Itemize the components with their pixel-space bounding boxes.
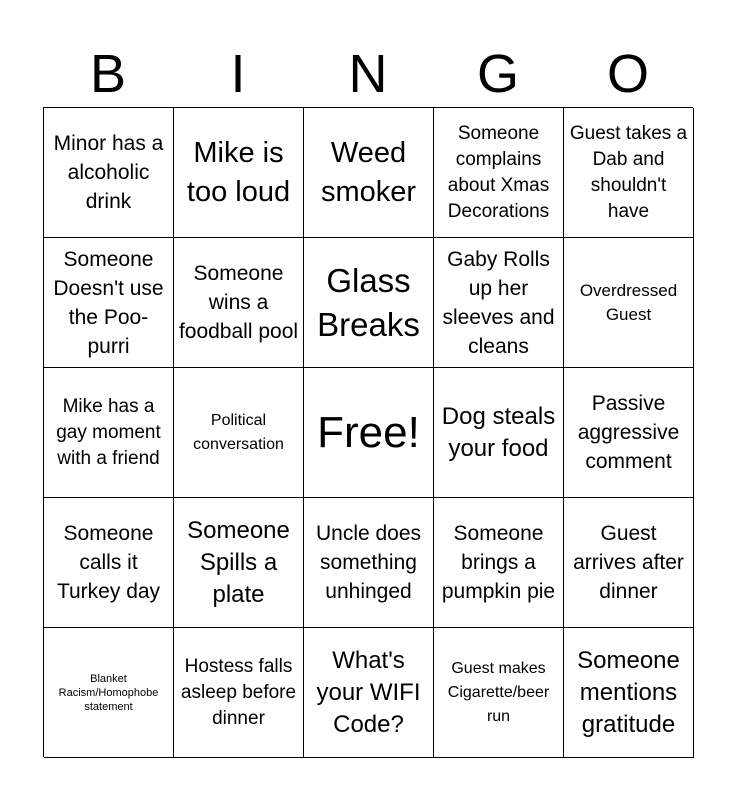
header-letter-i: I <box>230 44 246 104</box>
bingo-cell-r2c4[interactable] <box>434 238 564 368</box>
header-letter-g: G <box>476 44 519 104</box>
cell-text: Someone wins a foodball pool <box>178 262 299 343</box>
cell-text: What's your WIFI Code? <box>316 646 421 738</box>
cell-text: Dog steals your food <box>441 402 556 462</box>
cell-text: Mike has a gay moment with a friend <box>56 395 161 469</box>
cell-text: Guest arrives after dinner <box>573 522 684 603</box>
bingo-cell-r5c4[interactable] <box>434 628 564 758</box>
bingo-cell-free[interactable] <box>304 368 434 498</box>
bingo-cell-r4c1[interactable] <box>44 498 174 628</box>
cell-text: Overdressed Guest <box>579 280 678 324</box>
cell-text: Weed smoker <box>320 136 417 208</box>
bingo-cell-r4c5[interactable] <box>564 498 694 628</box>
bingo-cell-r4c4[interactable] <box>434 498 564 628</box>
cell-text: Hostess falls asleep before dinner <box>180 655 297 729</box>
bingo-cell-r5c1[interactable] <box>44 628 174 758</box>
bingo-cell-r1c3[interactable] <box>304 108 434 238</box>
bingo-cell-r1c1[interactable] <box>44 108 174 238</box>
bingo-cell-r1c5[interactable] <box>564 108 694 238</box>
bingo-header <box>43 44 693 104</box>
bingo-cell-r2c3[interactable] <box>304 238 434 368</box>
cell-text: Someone complains about Xmas Decorations <box>447 122 550 222</box>
header-letter-b: B <box>89 44 127 104</box>
bingo-cell-r1c2[interactable] <box>174 108 304 238</box>
cell-text: Guest makes Cigarette/beer run <box>447 659 550 725</box>
cell-text: Someone brings a pumpkin pie <box>441 522 556 603</box>
bingo-cell-r3c4[interactable] <box>434 368 564 498</box>
header-letter-n: N <box>348 44 388 104</box>
cell-text: Guest takes a Dab and shouldn't have <box>569 122 688 222</box>
bingo-cell-r5c2[interactable] <box>174 628 304 758</box>
cell-text: Uncle does something unhinged <box>315 522 422 603</box>
cell-text: Glass Breaks <box>317 261 420 343</box>
cell-text: Blanket Racism/Homophobe statement <box>58 672 159 713</box>
bingo-cell-r2c2[interactable] <box>174 238 304 368</box>
cell-text: Someone calls it Turkey day <box>56 522 161 603</box>
cell-text: Passive aggressive comment <box>577 392 680 473</box>
bingo-cell-r3c1[interactable] <box>44 368 174 498</box>
cell-text: Someone Doesn't use the Poo-purri <box>53 247 164 358</box>
cell-text: Minor has a alcoholic drink <box>53 132 164 213</box>
bingo-cell-r2c5[interactable] <box>564 238 694 368</box>
cell-text: Political conversation <box>193 411 284 453</box>
bingo-cell-r2c1[interactable] <box>44 238 174 368</box>
bingo-cell-r1c4[interactable] <box>434 108 564 238</box>
bingo-cell-r5c3[interactable] <box>304 628 434 758</box>
free-space-label: Free! <box>317 407 420 457</box>
bingo-cell-r3c2[interactable] <box>174 368 304 498</box>
bingo-grid <box>43 107 693 757</box>
bingo-cell-r5c5[interactable] <box>564 628 694 758</box>
cell-text: Someone Spills a plate <box>187 516 290 608</box>
bingo-cell-r3c5[interactable] <box>564 368 694 498</box>
cell-text: Mike is too loud <box>186 136 291 208</box>
bingo-cell-r4c3[interactable] <box>304 498 434 628</box>
cell-text: Gaby Rolls up her sleeves and cleans <box>442 247 555 358</box>
bingo-cell-r4c2[interactable] <box>174 498 304 628</box>
cell-text: Someone mentions gratitude <box>577 646 680 738</box>
header-letter-o: O <box>606 44 649 104</box>
